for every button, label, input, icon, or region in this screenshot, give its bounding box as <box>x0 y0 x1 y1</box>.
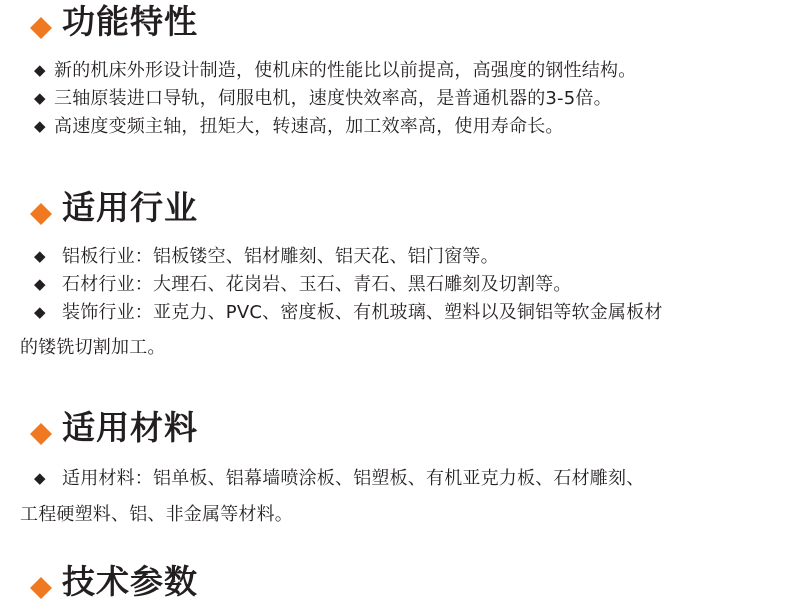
list-item-text: 三轴原装进口导轨，伺服电机，速度快效率高，是普通机器的3-5倍。 <box>54 88 612 109</box>
diamond-bullet-icon: ◆ <box>34 91 46 107</box>
industry-list <box>18 243 770 327</box>
section-title: 功能特性 <box>62 2 198 41</box>
list-item <box>18 113 770 141</box>
paragraph-continuation: 的镂铣切割加工。 <box>20 337 166 358</box>
diamond-bullet-icon: ◆ <box>34 305 46 321</box>
list-item-text: 适用材料：铝单板、铝幕墙喷涂板、铝塑板、有机亚克力板、石材雕刻、 <box>62 468 645 489</box>
list-item <box>18 465 770 493</box>
list-item <box>18 271 770 299</box>
list-item <box>18 243 770 271</box>
diamond-bullet-icon: ◆ <box>34 277 46 293</box>
diamond-bullet-icon: ◆ <box>34 119 46 135</box>
paragraph-continuation: 工程硬塑料、铝、非金属等材料。 <box>20 504 293 525</box>
list-item <box>18 85 770 113</box>
list-item <box>18 299 770 327</box>
list-item <box>18 57 770 85</box>
section-title: 适用材料 <box>62 408 198 447</box>
diamond-bullet-icon: ◆ <box>34 471 46 487</box>
section-heading-industries <box>30 188 198 228</box>
list-item-text: 装饰行业：亚克力、PVC、密度板、有机玻璃、塑料以及铜铝等软金属板材 <box>62 302 663 323</box>
section-heading-specs <box>30 562 198 602</box>
diamond-icon <box>30 412 52 434</box>
list-item-text: 铝板行业：铝板镂空、铝材雕刻、铝天花、铝门窗等。 <box>62 246 499 267</box>
diamond-icon <box>30 566 52 588</box>
section-title: 适用行业 <box>62 188 198 227</box>
section-heading-materials <box>30 408 198 448</box>
list-item-text: 高速度变频主轴，扭矩大，转速高，加工效率高，使用寿命长。 <box>54 116 564 137</box>
list-item-text: 新的机床外形设计制造，使机床的性能比以前提高，高强度的钢性结构。 <box>54 60 637 81</box>
diamond-bullet-icon: ◆ <box>34 249 46 265</box>
diamond-icon <box>30 192 52 214</box>
diamond-bullet-icon: ◆ <box>34 63 46 79</box>
section-heading-features <box>30 2 198 42</box>
diamond-icon <box>30 6 52 28</box>
material-list <box>18 465 770 493</box>
feature-list <box>18 57 770 141</box>
list-item-text: 石材行业：大理石、花岗岩、玉石、青石、黑石雕刻及切割等。 <box>62 274 572 295</box>
section-title: 技术参数 <box>62 562 198 601</box>
